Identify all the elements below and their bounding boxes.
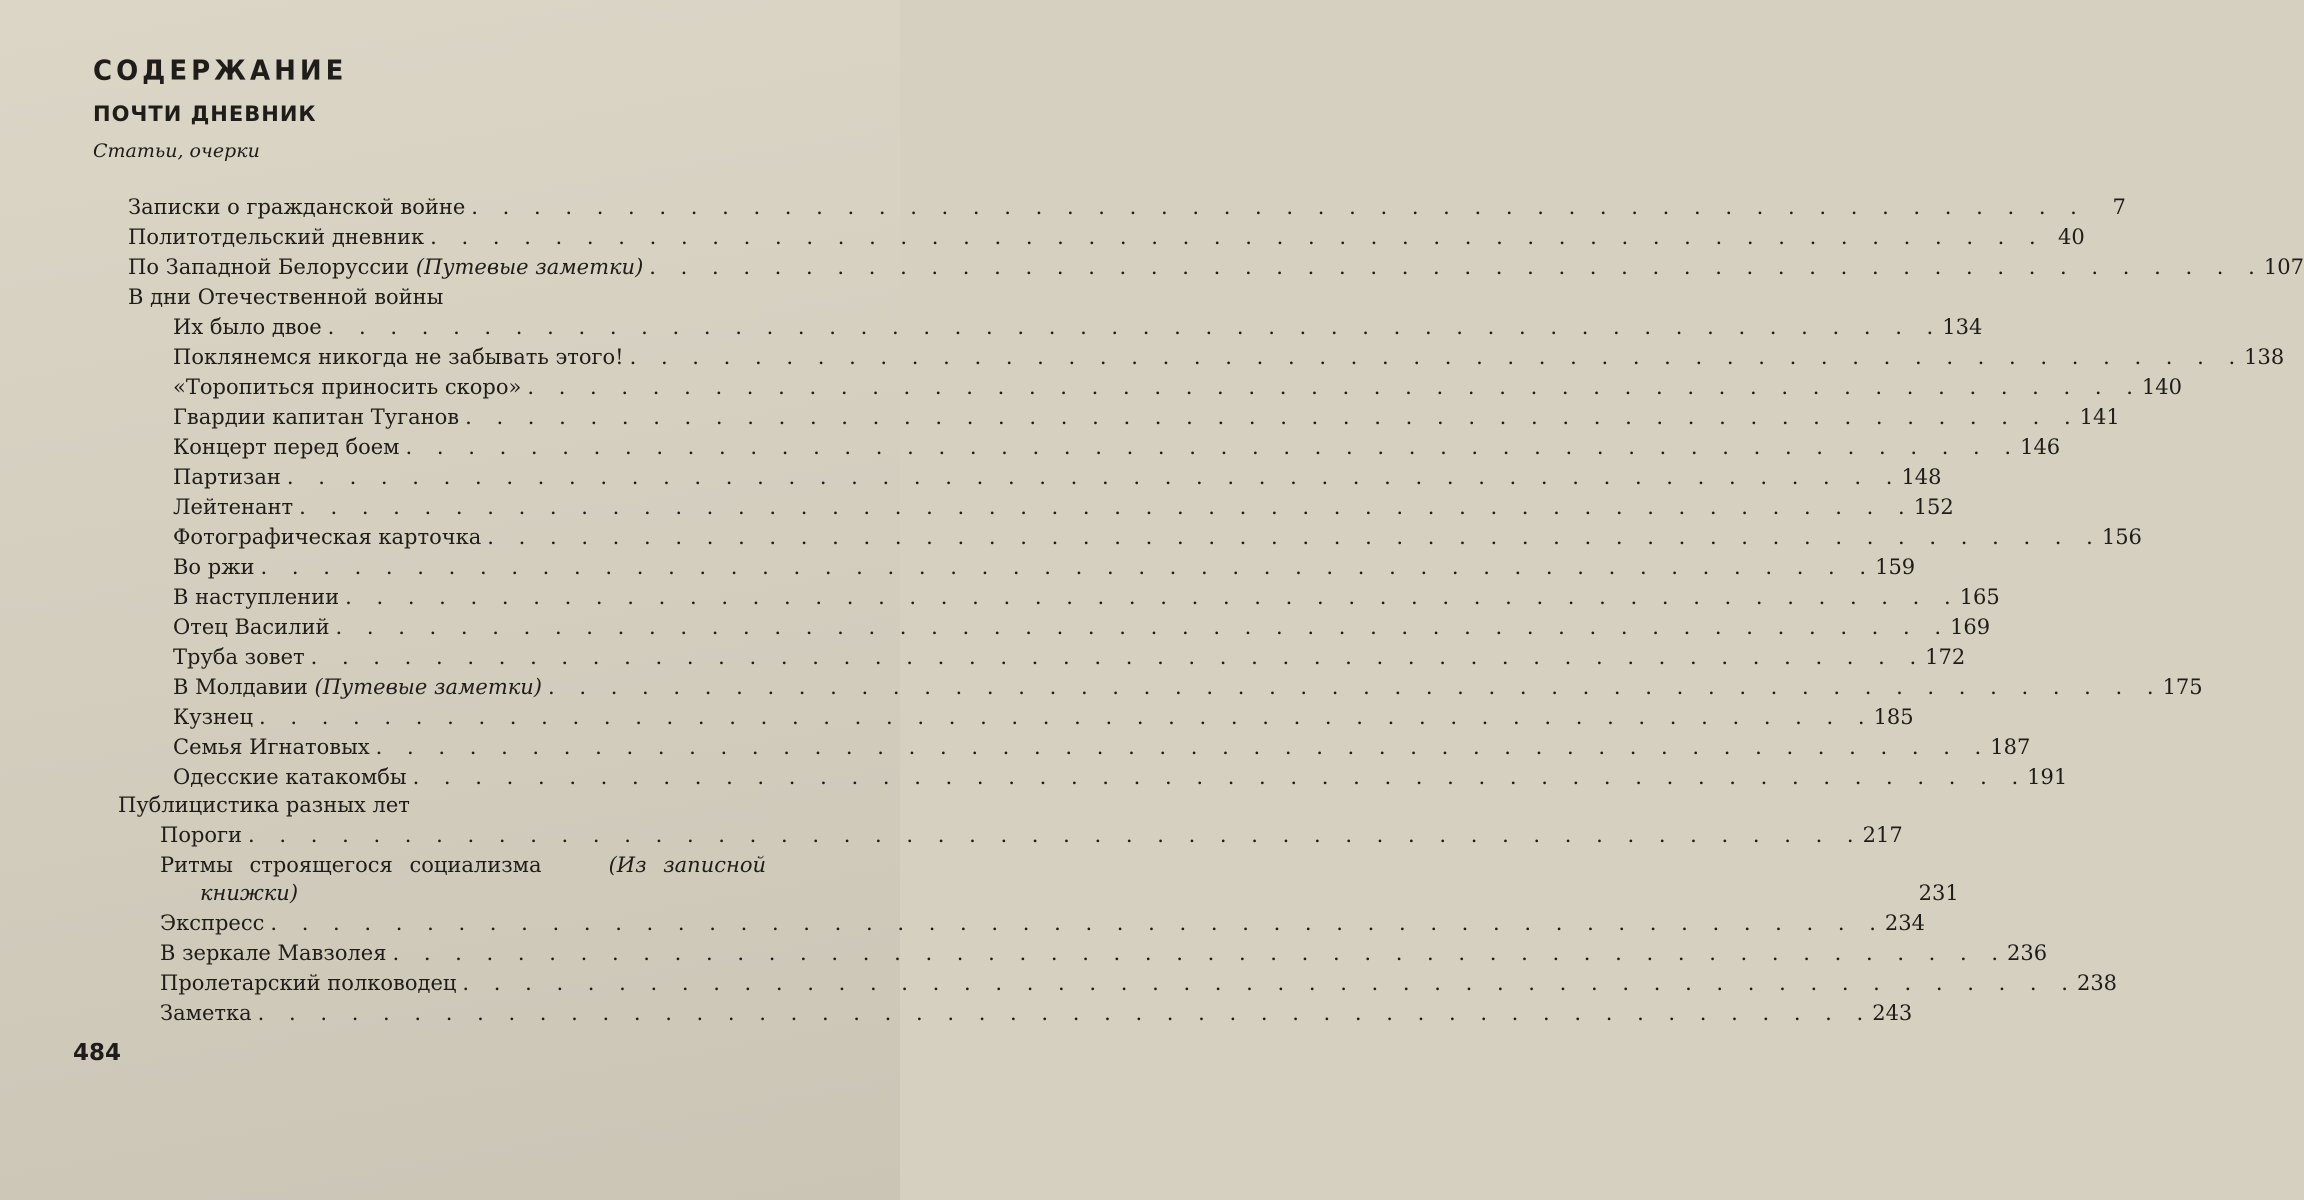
toc-entry: [173, 524, 2142, 550]
toc-entry-page: 40: [2057, 225, 2085, 249]
dot-leader: . . . . . . . . . . . . . . . . . . . . . . . . . . . . . . . . . . . . . . . . . . . . . . . . . . . .: [548, 675, 2163, 699]
page-number: 484: [73, 1040, 122, 1066]
toc-entry-title-text: Поклянемся никогда не забывать этого!: [173, 345, 624, 369]
toc-entry-page: 236: [2007, 941, 2048, 965]
dot-leader: . . . . . . . . . . . . . . . . . . . . . . . . . . . . . . . . . . . . . . . . . . . . . . . . . . . .: [345, 585, 1960, 609]
toc-entry-title: [128, 254, 643, 280]
dot-leader: . . . . . . . . . . . . . . . . . . . . . . . . . . . . . . . . . . . . . . . . . . . . . . . . . . . .: [248, 823, 1863, 847]
toc-entry-title: [200, 880, 298, 906]
toc-entry-title: [173, 344, 624, 370]
toc-entry: [173, 704, 1914, 730]
toc-entry-page: 234: [1884, 911, 1925, 935]
toc-group-title: Публицистика разных лет: [118, 793, 410, 817]
toc-entry-title: [160, 910, 264, 936]
toc-entry-title: [173, 464, 281, 490]
toc-entry: [173, 404, 2120, 430]
toc-entry-page: 141: [2079, 405, 2120, 429]
toc-entry-title-text: Пороги: [160, 823, 243, 847]
toc-entry-title: [160, 852, 766, 878]
toc-entry-title-text: Одесские катакомбы: [173, 765, 407, 789]
toc-entry-title-text: Семья Игнатовых: [173, 735, 370, 759]
toc-entry: [160, 970, 2118, 996]
toc-entry-page: 159: [1875, 555, 1916, 579]
toc-entry-title: [173, 584, 339, 610]
dot-leader: . . . . . . . . . . . . . . . . . . . . . . . . . . . . . . . . . . . . . . . . . . . . . . . . . . . .: [257, 1001, 1873, 1025]
dot-leader: . . . . . . . . . . . . . . . . . . . . . . . . . . . . . . . . . . . . . . . . . . . . . . . . . . . .: [405, 435, 2021, 459]
toc-entry-title-text: Во ржи: [173, 555, 255, 579]
toc-entry: [173, 374, 2182, 400]
toc-entry-page: 187: [1990, 735, 2031, 759]
toc-entry-page: 7: [2112, 195, 2126, 219]
toc-entry: [173, 764, 2068, 790]
toc-entry-title-text: Политотдельский дневник: [128, 225, 425, 249]
toc-entry: [173, 314, 1983, 340]
toc-entry-title: [173, 764, 407, 790]
toc-entry-title-text: Записки о гражданской войне: [128, 195, 466, 219]
dot-leader: . . . . . . . . . . . . . . . . . . . . . . . . . . . . . . . . . . . . . . . . . . . . . . . . . . . .: [327, 315, 1943, 339]
toc-entry-title-text: Заметка: [160, 1001, 252, 1025]
toc-entry-title: [173, 494, 293, 520]
toc-entry-page: 185: [1873, 705, 1914, 729]
toc-entry-title-text: Лейтенант: [173, 495, 294, 519]
toc-entry-title: [173, 404, 459, 430]
toc-entry: [173, 434, 2061, 460]
toc-entry: [173, 554, 1916, 580]
toc-entry-page: 107: [2263, 255, 2304, 279]
toc-entry-title: [160, 970, 456, 996]
toc-entry-page: 191: [2027, 765, 2068, 789]
toc-entry: [173, 584, 2000, 610]
dot-leader: . . . . . . . . . . . . . . . . . . . . . . . . . . . . . . . . . . . . . . . . . . . . . . . . . . . .: [270, 911, 1885, 935]
toc-entry: [173, 494, 1954, 520]
toc-entry: [173, 644, 1966, 670]
dot-leader: . . . . . . . . . . . . . . . . . . . . . . . . . . . . . . . . . . . . . . . . . . . . . . . . . . . .: [649, 255, 2264, 279]
toc-entry-title-text: Их было двое: [173, 315, 322, 339]
toc-entry-title-text: Экспресс: [160, 911, 265, 935]
toc-entry-title: [173, 374, 521, 400]
toc-entry-title: [160, 1000, 252, 1026]
toc-entry-page: 169: [1950, 615, 1991, 639]
dot-leader: . . . . . . . . . . . . . . . . . . . . . . . . . . . . . . . . . . . . . . . . . . . . . . . . . . . .: [335, 615, 1951, 639]
dot-leader: . . . . . . . . . . . . . . . . . . . . . . . . . . . . . . . . . . . . . . . . . . . . . . . . . . . .: [527, 375, 2142, 399]
section-title: ПОЧТИ ДНЕВНИК: [93, 102, 317, 126]
toc-entry-title-text: По Западной Белоруссии: [128, 255, 416, 279]
toc-entry: [200, 880, 1959, 906]
dot-leader: . . . . . . . . . . . . . . . . . . . . . . . . . . . . . . . . . . . . . . . . . . . . . . . . . . . .: [465, 405, 2080, 429]
toc-entry-page: 140: [2141, 375, 2182, 399]
dot-leader: . . . . . . . . . . . . . . . . . . . . . . . . . . . . . . . . . . . . . . . . . . . . . . . . . . . .: [310, 645, 1926, 669]
toc-entry-page: 172: [1925, 645, 1966, 669]
toc-entry: [173, 734, 2031, 760]
toc-entry: [173, 344, 2285, 370]
section-subtitle: Статьи, очерки: [93, 140, 260, 162]
toc-entry-title-text: Партизан: [173, 465, 281, 489]
toc-entry-page: 217: [1862, 823, 1903, 847]
toc-entry-title: [173, 704, 253, 730]
toc-entry-note: (Из записной: [608, 853, 766, 877]
toc-entry: [173, 614, 1991, 640]
toc-entry-title-text: В наступлении: [173, 585, 340, 609]
toc-entry-title: [173, 644, 305, 670]
toc-entry-title-text: Ритмы строящегося социализма: [160, 853, 542, 877]
toc-entry-title: [173, 674, 542, 700]
toc-entry-page: 156: [2101, 525, 2142, 549]
toc-entry-page: 148: [1901, 465, 1942, 489]
toc-entry-title: [128, 224, 424, 250]
dot-leader: . . . . . . . . . . . . . . . . . . . . . . . . . . . . . . . . . . . . . . . . . . . . . . . . . . . .: [260, 555, 1876, 579]
toc-entry-title: [173, 314, 322, 340]
toc-entry-page: 146: [2020, 435, 2061, 459]
toc-group-title: В дни Отечественной войны: [128, 285, 444, 309]
toc-entry-page: 238: [2076, 971, 2118, 995]
toc-entry-title-text: Отец Василий: [173, 615, 330, 639]
toc-entry-title-text: Пролетарский полководец: [160, 971, 457, 995]
dot-leader: . . . . . . . . . . . . . . . . . . . . . . . . . . . . . . . . . . . . . . . . . . . . . . . . . . . .: [487, 525, 2102, 549]
toc-entry-title: [160, 940, 386, 966]
toc-entry-page: 165: [1959, 585, 2000, 609]
dot-leader: . . . . . . . . . . . . . . . . . . . . . . . . . . . . . . . . . . . . . . . . . . . . . . . . . . . .: [286, 465, 1902, 489]
dot-leader: . . . . . . . . . . . . . . . . . . . . . . . . . . . . . . . . . . . . . . . . . . . . . . . . . . . .: [629, 345, 2245, 369]
toc-entry: [128, 194, 2126, 220]
contents-heading: СОДЕРЖАНИЕ: [93, 55, 348, 87]
toc-entry-title: [173, 614, 330, 640]
toc-entry-note: (Путевые заметки): [415, 255, 644, 279]
toc-entry-title: [128, 194, 465, 220]
toc-entry-page: 243: [1872, 1001, 1913, 1025]
toc-entry-title: [173, 554, 255, 580]
dot-leader: . . . . . . . . . . . . . . . . . . . . . . . . . . . . . . . . . . . . . . . . . . . . . . . . . . . .: [471, 195, 2086, 219]
toc-entry-title-text: Гвардии капитан Туганов: [173, 405, 460, 429]
toc-entry-title-text: В Молдавии: [173, 675, 315, 699]
dot-leader: . . . . . . . . . . . . . . . . . . . . . . . . . . . . . . . . . . . . . . . . . . . . . . . . . . . .: [430, 225, 2045, 249]
toc-entry-title: [160, 822, 242, 848]
toc-entry-title-text: Труба зовет: [173, 645, 305, 669]
toc-entry-title-text: «Торопиться приносить скоро»: [173, 375, 522, 399]
toc-entry-note: (Путевые заметки): [314, 675, 542, 699]
toc-entry-page: 138: [2244, 345, 2285, 369]
toc-entry: [128, 254, 2304, 280]
toc-entry-page: 134: [1942, 315, 1983, 339]
toc-entry: [173, 464, 1942, 490]
toc-entry-note-continued: книжки): [200, 881, 299, 905]
toc-entry-page: 175: [2162, 675, 2203, 699]
dot-leader: . . . . . . . . . . . . . . . . . . . . . . . . . . . . . . . . . . . . . . . . . . . . . . . . . . . .: [462, 971, 2077, 995]
toc-entry-title-text: Кузнец: [173, 705, 253, 729]
toc-entry-title-text: В зеркале Мавзолея: [160, 941, 387, 965]
toc-entry: [160, 940, 2048, 966]
toc-entry-title: [173, 734, 370, 760]
toc-entry-title: [173, 434, 400, 460]
dot-leader: . . . . . . . . . . . . . . . . . . . . . . . . . . . . . . . . . . . . . . . . . . . . . . . . . . . .: [412, 765, 2028, 789]
dot-leader: . . . . . . . . . . . . . . . . . . . . . . . . . . . . . . . . . . . . . . . . . . . . . . . . . . . .: [299, 495, 1914, 519]
toc-entry: [173, 674, 2203, 700]
toc-entry-title: [173, 524, 481, 550]
toc-entry: [128, 224, 2085, 250]
toc-entry-page: 152: [1913, 495, 1954, 519]
dot-leader: . . . . . . . . . . . . . . . . . . . . . . . . . . . . . . . . . . . . . . . . . . . . . . . . . . . .: [375, 735, 1991, 759]
toc-entry: [160, 910, 1925, 936]
toc-entry-title-text: Фотографическая карточка: [173, 525, 482, 549]
toc-entry-title-text: Концерт перед боем: [173, 435, 400, 459]
dot-leader: . . . . . . . . . . . . . . . . . . . . . . . . . . . . . . . . . . . . . . . . . . . . . . . . . . . .: [392, 941, 2008, 965]
toc-entry-page: 231: [1918, 881, 1959, 905]
toc-entry: [160, 1000, 1913, 1026]
toc-entry: [160, 822, 1903, 848]
dot-leader: . . . . . . . . . . . . . . . . . . . . . . . . . . . . . . . . . . . . . . . . . . . . . . . . . . . .: [259, 705, 1874, 729]
